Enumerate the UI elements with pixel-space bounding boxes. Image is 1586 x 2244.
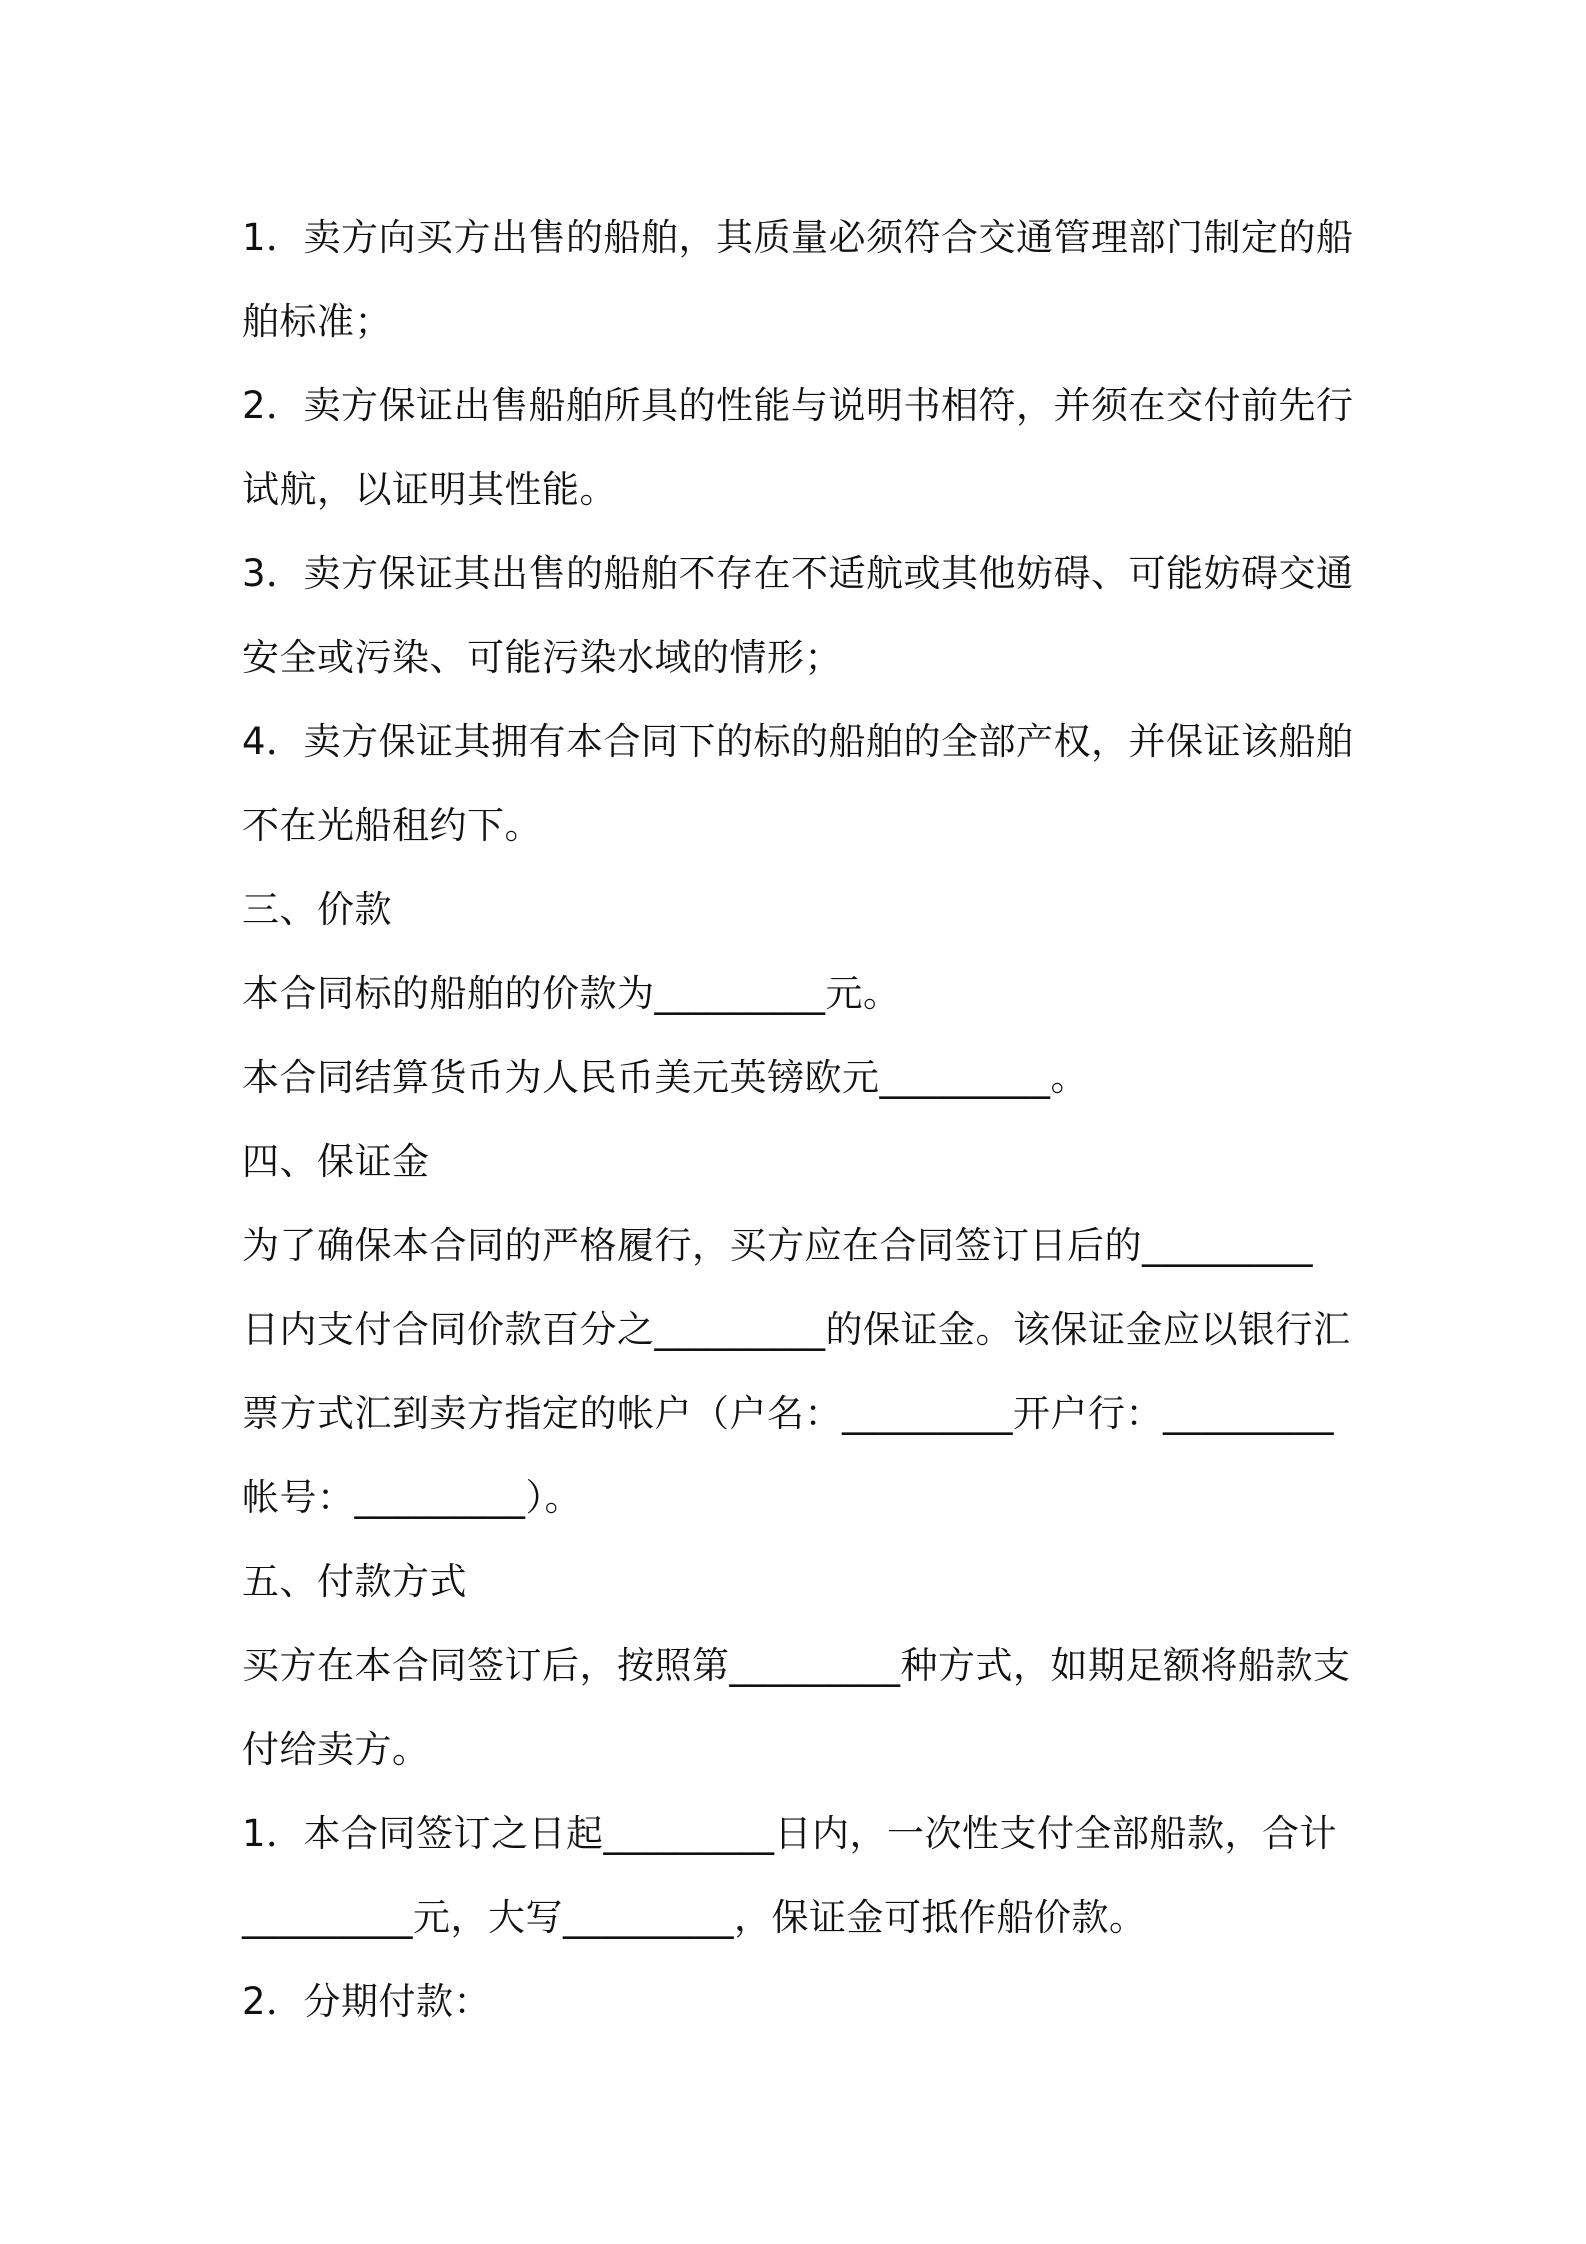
clause-1-line-2: 舶标准； — [242, 300, 392, 343]
clause-4-line-1: 4．卖方保证其拥有本合同下的标的船舶的全部产权，并保证该船舶 — [242, 720, 1354, 763]
price-amount-line: 本合同标的船舶的价款为_________元。 — [242, 972, 901, 1015]
clause-3-line-2: 安全或污染、可能污染水域的情形； — [242, 636, 842, 679]
payment-line-1: 买方在本合同签订后，按照第_________种方式，如期足额将船款支 — [242, 1644, 1351, 1687]
currency-line: 本合同结算货币为人民币美元英镑欧元_________。 — [242, 1056, 1088, 1099]
deposit-line-3: 票方式汇到卖方指定的帐户（户名：_________开户行：_________ — [242, 1392, 1334, 1435]
clause-4-line-2: 不在光船租约下。 — [242, 804, 542, 847]
deposit-line-1: 为了确保本合同的严格履行，买方应在合同签订日后的_________ — [242, 1224, 1313, 1267]
deposit-line-4: 帐号：_________）。 — [242, 1476, 582, 1519]
section-heading-deposit: 四、保证金 — [242, 1140, 430, 1183]
section-heading-payment: 五、付款方式 — [242, 1560, 467, 1603]
clause-3-line-1: 3．卖方保证其出售的船舶不存在不适航或其他妨碍、可能妨碍交通 — [242, 552, 1354, 595]
payment-line-2: 付给卖方。 — [242, 1728, 430, 1771]
payment-option-2-heading: 2．分期付款： — [242, 1980, 492, 2023]
payment-option-1-line-1: 1．本合同签订之日起_________日内，一次性支付全部船款，合计 — [242, 1812, 1338, 1855]
document-page — [242, 196, 1362, 2044]
deposit-line-2: 日内支付合同价款百分之_________的保证金。该保证金应以银行汇 — [242, 1308, 1351, 1351]
clause-2-line-1: 2．卖方保证出售船舶所具的性能与说明书相符，并须在交付前先行 — [242, 384, 1354, 427]
section-heading-price: 三、价款 — [242, 888, 392, 931]
clause-2-line-2: 试航，以证明其性能。 — [242, 468, 617, 511]
payment-option-1-line-2: _________元，大写_________，保证金可抵作船价款。 — [242, 1896, 1147, 1939]
clause-1-line-1: 1．卖方向买方出售的船舶，其质量必须符合交通管理部门制定的船 — [242, 216, 1354, 259]
